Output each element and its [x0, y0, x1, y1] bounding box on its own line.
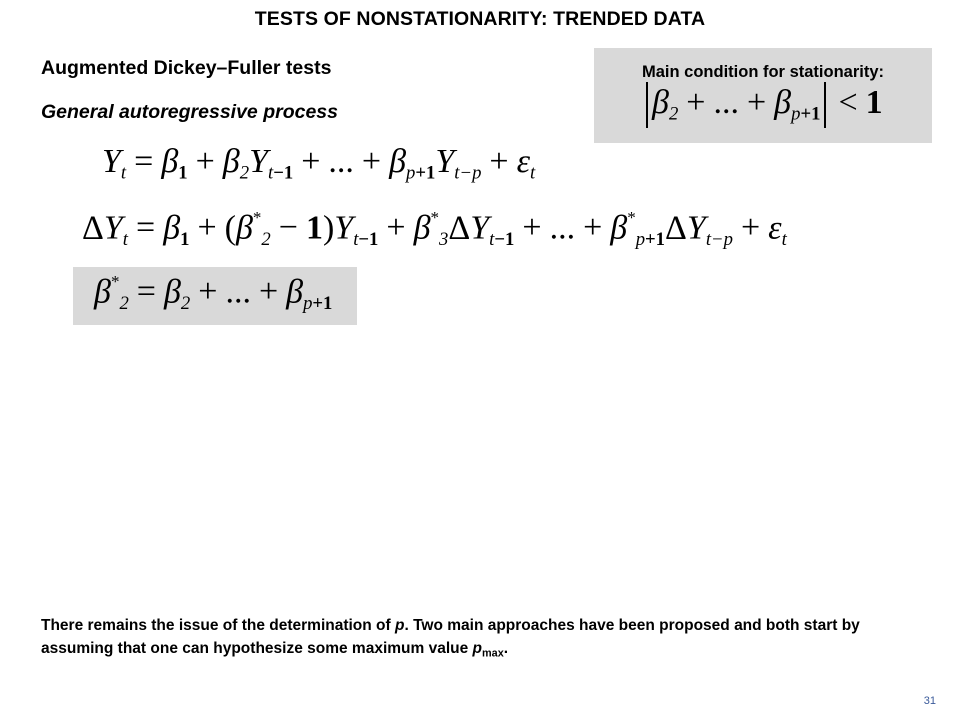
stationarity-condition-equation: $\beta_2$ + ... + $\beta_p+1 < 1$: [642, 82, 883, 128]
ar-process-equation: $Y_t = \beta 1 + \beta_2Y_t-1$ + ... + $\beta_p+1Y_{t-p} + \varepsilon_t$: [102, 143, 536, 184]
stationarity-condition-box: [594, 48, 932, 143]
section-subheading: General autoregressive process: [41, 101, 338, 123]
adf-equation: $\Delta Y_t = \beta 1 + (\beta^*_2 - 1)Y_t-1 + \beta^*_3\Delta Y_t-1$ + ... + $\beta^*_p+1\Delta Y_{t-p} + \varepsilon_t$: [82, 208, 787, 250]
slide-number: 31: [923, 695, 936, 707]
explanation-text: There remains the issue of the determination of p. Two main approaches have been proposed and both start by assuming that one can hypothesize some maximum value $p_{max}$.: [41, 617, 860, 660]
section-heading: Augmented Dickey–Fuller tests: [41, 57, 332, 79]
slide-title: TESTS OF NONSTATIONARITY: TRENDED DATA: [254, 8, 706, 30]
stationarity-condition-label: Main condition for stationarity:: [642, 63, 884, 81]
beta-star-equation: $\beta^*_2 = \beta_2$ + ... + $\beta_p+1$: [94, 272, 333, 314]
